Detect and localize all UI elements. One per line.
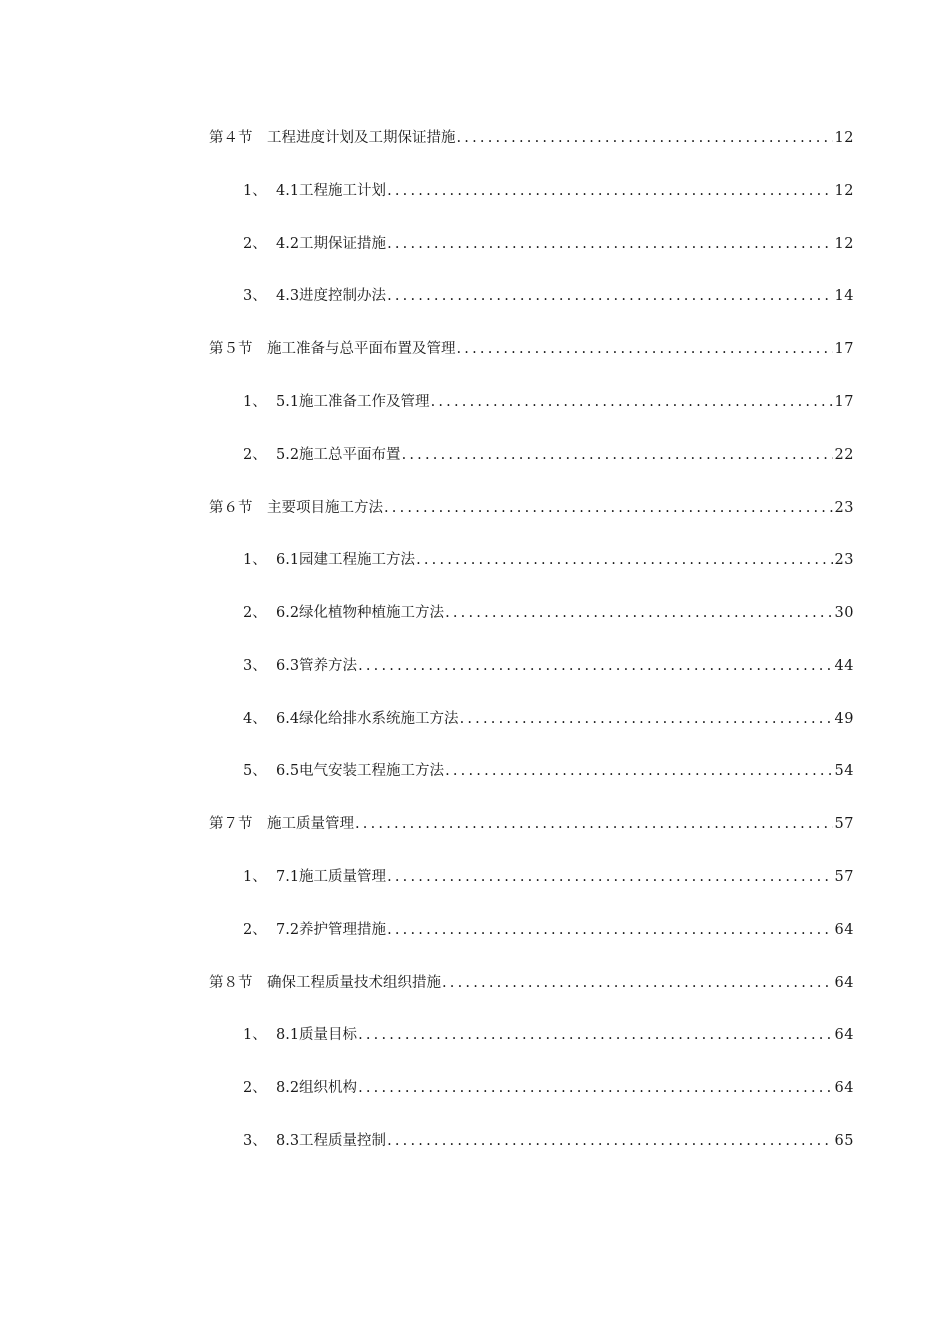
toc-subsection-entry[interactable] xyxy=(243,758,854,784)
toc-dot-leader xyxy=(431,389,833,415)
toc-subsection-entry[interactable] xyxy=(243,547,854,573)
toc-item-number: 2、 xyxy=(243,605,267,621)
toc-section-entry[interactable] xyxy=(209,970,854,996)
toc-item-number: 1、 xyxy=(243,869,267,885)
toc-dot-leader xyxy=(457,125,833,151)
toc-subsection-entry[interactable] xyxy=(243,706,854,732)
toc-page-number: 54 xyxy=(834,763,854,779)
toc-page-number: 17 xyxy=(834,341,854,357)
toc-section-entry[interactable] xyxy=(209,811,854,837)
toc-dot-leader xyxy=(387,1128,832,1154)
toc-section-title: 施工准备与总平面布置及管理 xyxy=(267,341,456,357)
toc-item-title: 8.2组织机构 xyxy=(276,1080,358,1096)
toc-section-title: 主要项目施工方法 xyxy=(267,500,383,516)
toc-item-title: 4.1工程施工计划 xyxy=(276,183,387,199)
toc-page-number: 44 xyxy=(834,658,854,674)
toc-dot-leader xyxy=(445,758,832,784)
toc-item-number: 2、 xyxy=(243,236,267,252)
toc-subsection-entry[interactable] xyxy=(243,1128,854,1154)
toc-page-number: 12 xyxy=(834,130,854,146)
toc-section-number: 第６节 xyxy=(209,500,253,516)
toc-item-title: 8.1质量目标 xyxy=(276,1027,358,1043)
toc-page-number: 64 xyxy=(834,1027,854,1043)
toc-item-number: 1、 xyxy=(243,552,267,568)
toc-page-number: 22 xyxy=(834,447,854,463)
toc-subsection-entry[interactable] xyxy=(243,283,854,309)
toc-subsection-entry[interactable] xyxy=(243,442,854,468)
toc-page-number: 23 xyxy=(834,552,854,568)
toc-page-number: 12 xyxy=(834,236,854,252)
toc-dot-leader xyxy=(355,811,833,837)
toc-dot-leader xyxy=(387,178,832,204)
toc-dot-leader xyxy=(442,970,833,996)
toc-page-number: 64 xyxy=(834,922,854,938)
toc-item-number: 3、 xyxy=(243,1133,267,1149)
toc-item-number: 1、 xyxy=(243,1027,267,1043)
toc-page-number: 23 xyxy=(834,500,854,516)
toc-subsection-entry[interactable] xyxy=(243,231,854,257)
toc-page-number: 49 xyxy=(834,711,854,727)
toc-item-title: 4.3进度控制办法 xyxy=(276,288,387,304)
toc-page-number: 14 xyxy=(834,288,854,304)
toc-page-number: 30 xyxy=(834,605,854,621)
toc-page-number: 64 xyxy=(834,975,854,991)
toc-section-title: 工程进度计划及工期保证措施 xyxy=(267,130,456,146)
toc-dot-leader xyxy=(402,442,833,468)
toc-item-number: 2、 xyxy=(243,447,267,463)
toc-dot-leader xyxy=(358,1075,832,1101)
toc-item-number: 3、 xyxy=(243,658,267,674)
toc-item-title: 6.2绿化植物种植施工方法 xyxy=(276,605,445,621)
toc-dot-leader xyxy=(384,495,833,521)
toc-item-title: 6.1园建工程施工方法 xyxy=(276,552,416,568)
toc-subsection-entry[interactable] xyxy=(243,653,854,679)
toc-subsection-entry[interactable] xyxy=(243,600,854,626)
toc-dot-leader xyxy=(387,864,832,890)
toc-dot-leader xyxy=(387,231,832,257)
toc-item-title: 5.2施工总平面布置 xyxy=(276,447,401,463)
toc-item-title: 6.3管养方法 xyxy=(276,658,358,674)
toc-item-number: 5、 xyxy=(243,763,267,779)
toc-item-title: 6.4绿化给排水系统施工方法 xyxy=(276,711,459,727)
toc-section-entry[interactable] xyxy=(209,125,854,151)
toc-dot-leader xyxy=(387,917,832,943)
toc-item-title: 6.5电气安装工程施工方法 xyxy=(276,763,445,779)
toc-section-number: 第５节 xyxy=(209,341,253,357)
toc-subsection-entry[interactable] xyxy=(243,1075,854,1101)
toc-item-number: 1、 xyxy=(243,183,267,199)
toc-page-number: 17 xyxy=(834,394,854,410)
toc-section-entry[interactable] xyxy=(209,495,854,521)
toc-section-entry[interactable] xyxy=(209,336,854,362)
toc-dot-leader xyxy=(416,547,832,573)
toc-item-number: 1、 xyxy=(243,394,267,410)
toc-page-number: 57 xyxy=(834,816,854,832)
toc-item-title: 8.3工程质量控制 xyxy=(276,1133,387,1149)
toc-subsection-entry[interactable] xyxy=(243,389,854,415)
toc-section-title: 确保工程质量技术组织措施 xyxy=(267,975,441,991)
toc-dot-leader xyxy=(387,283,832,309)
toc-subsection-entry[interactable] xyxy=(243,917,854,943)
toc-page-number: 12 xyxy=(834,183,854,199)
toc-item-number: 2、 xyxy=(243,1080,267,1096)
toc-section-number: 第８节 xyxy=(209,975,253,991)
toc-subsection-entry[interactable] xyxy=(243,178,854,204)
toc-item-number: 3、 xyxy=(243,288,267,304)
toc-item-title: 4.2工期保证措施 xyxy=(276,236,387,252)
toc-item-title: 5.1施工准备工作及管理 xyxy=(276,394,430,410)
toc-page-number: 65 xyxy=(834,1133,854,1149)
toc-page-number: 64 xyxy=(834,1080,854,1096)
toc-dot-leader xyxy=(460,706,833,732)
toc-item-number: 2、 xyxy=(243,922,267,938)
toc-item-title: 7.1施工质量管理 xyxy=(276,869,387,885)
toc-subsection-entry[interactable] xyxy=(243,864,854,890)
toc-subsection-entry[interactable] xyxy=(243,1022,854,1048)
toc-item-title: 7.2养护管理措施 xyxy=(276,922,387,938)
toc-section-title: 施工质量管理 xyxy=(267,816,354,832)
toc-dot-leader xyxy=(445,600,832,626)
toc-item-number: 4、 xyxy=(243,711,267,727)
toc-dot-leader xyxy=(358,1022,832,1048)
toc-dot-leader xyxy=(358,653,832,679)
toc-dot-leader xyxy=(457,336,833,362)
toc-section-number: 第７节 xyxy=(209,816,253,832)
toc-section-number: 第４节 xyxy=(209,130,253,146)
toc-page-number: 57 xyxy=(834,869,854,885)
